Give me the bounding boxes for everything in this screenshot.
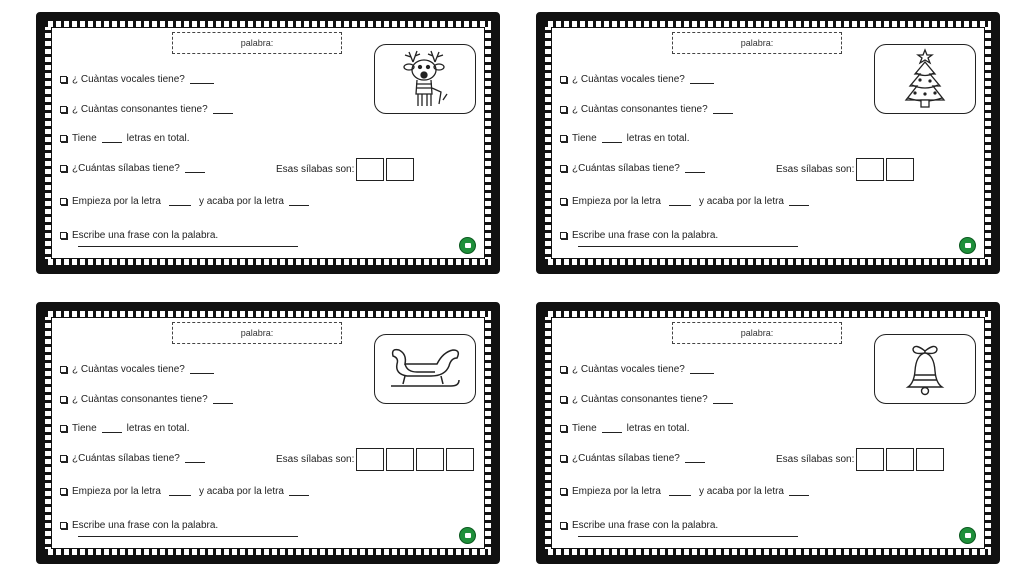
worksheet-card xyxy=(36,12,500,274)
question-vocales: ¿ Cuàntas vocales tiene? xyxy=(60,74,219,85)
checkbox[interactable] xyxy=(560,106,567,113)
checkbox[interactable] xyxy=(60,488,67,495)
checkbox[interactable] xyxy=(60,455,67,462)
answer-blank[interactable] xyxy=(690,76,714,84)
syllable-box[interactable] xyxy=(856,158,884,181)
worksheet-card xyxy=(536,12,1000,274)
checkbox[interactable] xyxy=(60,396,67,403)
question-empieza: Empieza por la letra y acaba por la letra xyxy=(560,196,814,207)
picture-frame xyxy=(374,334,476,404)
logo-icon xyxy=(959,237,976,254)
logo-icon xyxy=(459,237,476,254)
checkbox[interactable] xyxy=(560,396,567,403)
worksheet-card xyxy=(36,302,500,564)
checkbox[interactable] xyxy=(60,76,67,83)
answer-blank[interactable] xyxy=(685,165,705,173)
answer-blank[interactable] xyxy=(213,106,233,114)
answer-blank[interactable] xyxy=(669,488,691,496)
checkbox[interactable] xyxy=(560,198,567,205)
answer-blank[interactable] xyxy=(213,396,233,404)
answer-blank[interactable] xyxy=(713,396,733,404)
logo-icon xyxy=(459,527,476,544)
answer-blank[interactable] xyxy=(190,76,214,84)
answer-blank[interactable] xyxy=(102,135,122,143)
logo-icon xyxy=(959,527,976,544)
syllable-box[interactable] xyxy=(386,448,414,471)
answer-blank[interactable] xyxy=(169,488,191,496)
sentence-line[interactable] xyxy=(578,536,798,537)
checkbox[interactable] xyxy=(560,455,567,462)
question-empieza: Empieza por la letra y acaba por la letra xyxy=(60,196,314,207)
syllable-box[interactable] xyxy=(356,158,384,181)
checkbox[interactable] xyxy=(560,488,567,495)
palabra-field[interactable] xyxy=(672,32,842,54)
card-inner xyxy=(51,317,485,549)
syllable-box[interactable] xyxy=(886,158,914,181)
palabra-label: palabra: xyxy=(740,38,774,48)
palabra-label: palabra: xyxy=(240,38,274,48)
checkbox[interactable] xyxy=(60,135,67,142)
question-silabas: ¿Cuántas sílabas tiene? xyxy=(60,453,210,464)
answer-blank[interactable] xyxy=(289,488,309,496)
question-silabas: ¿Cuántas sílabas tiene? xyxy=(560,163,710,174)
checkbox[interactable] xyxy=(560,232,567,239)
syllable-boxes-row: Esas sílabas son: xyxy=(276,448,474,471)
checkbox[interactable] xyxy=(60,165,67,172)
question-tiene: Tiene letras en total. xyxy=(60,133,189,144)
checkbox[interactable] xyxy=(60,198,67,205)
syllable-box[interactable] xyxy=(416,448,444,471)
sentence-line[interactable] xyxy=(78,246,298,247)
question-vocales: ¿ Cuàntas vocales tiene? xyxy=(560,364,719,375)
palabra-field[interactable] xyxy=(172,32,342,54)
picture-frame xyxy=(874,334,976,404)
syllable-boxes-row: Esas sílabas son: xyxy=(776,158,914,181)
palabra-label: palabra: xyxy=(740,328,774,338)
checkbox[interactable] xyxy=(60,522,67,529)
question-tiene: Tiene letras en total. xyxy=(560,423,689,434)
answer-blank[interactable] xyxy=(169,198,191,206)
question-consonantes: ¿ Cuàntas consonantes tiene? xyxy=(60,104,238,115)
question-frase: Escribe una frase con la palabra. xyxy=(60,230,218,241)
question-frase: Escribe una frase con la palabra. xyxy=(560,230,718,241)
answer-blank[interactable] xyxy=(602,425,622,433)
checkbox[interactable] xyxy=(560,165,567,172)
answer-blank[interactable] xyxy=(713,106,733,114)
card-inner xyxy=(551,27,985,259)
answer-blank[interactable] xyxy=(669,198,691,206)
palabra-label: palabra: xyxy=(240,328,274,338)
sentence-line[interactable] xyxy=(78,536,298,537)
question-frase: Escribe una frase con la palabra. xyxy=(60,520,218,531)
bell-icon xyxy=(903,341,947,397)
worksheet-card xyxy=(536,302,1000,564)
syllable-box[interactable] xyxy=(356,448,384,471)
answer-blank[interactable] xyxy=(690,366,714,374)
checkbox[interactable] xyxy=(560,366,567,373)
question-consonantes: ¿ Cuàntas consonantes tiene? xyxy=(560,104,738,115)
checkbox[interactable] xyxy=(60,366,67,373)
answer-blank[interactable] xyxy=(602,135,622,143)
answer-blank[interactable] xyxy=(185,165,205,173)
answer-blank[interactable] xyxy=(190,366,214,374)
syllable-box[interactable] xyxy=(916,448,944,471)
question-consonantes: ¿ Cuàntas consonantes tiene? xyxy=(560,394,738,405)
syllable-boxes-row: Esas sílabas son: xyxy=(776,448,944,471)
syllable-box[interactable] xyxy=(856,448,884,471)
question-silabas: ¿Cuántas sílabas tiene? xyxy=(60,163,210,174)
question-tiene: Tiene letras en total. xyxy=(60,423,189,434)
answer-blank[interactable] xyxy=(789,488,809,496)
card-inner xyxy=(551,317,985,549)
question-frase: Escribe una frase con la palabra. xyxy=(560,520,718,531)
syllable-box[interactable] xyxy=(886,448,914,471)
sleigh-icon xyxy=(387,344,463,394)
answer-blank[interactable] xyxy=(185,455,205,463)
checkbox[interactable] xyxy=(60,232,67,239)
checkbox[interactable] xyxy=(560,76,567,83)
card-inner xyxy=(51,27,485,259)
question-tiene: Tiene letras en total. xyxy=(560,133,689,144)
syllable-box[interactable] xyxy=(386,158,414,181)
syllable-boxes-row: Esas sílabas son: xyxy=(276,158,414,181)
sentence-line[interactable] xyxy=(578,246,798,247)
answer-blank[interactable] xyxy=(789,198,809,206)
checkbox[interactable] xyxy=(560,135,567,142)
checkbox[interactable] xyxy=(560,522,567,529)
question-empieza: Empieza por la letra y acaba por la letra xyxy=(60,486,314,497)
answer-blank[interactable] xyxy=(289,198,309,206)
palabra-field[interactable] xyxy=(672,322,842,344)
syllable-box[interactable] xyxy=(446,448,474,471)
christmas-tree-icon xyxy=(900,48,950,110)
checkbox[interactable] xyxy=(560,425,567,432)
question-silabas: ¿Cuántas sílabas tiene? xyxy=(560,453,710,464)
question-consonantes: ¿ Cuàntas consonantes tiene? xyxy=(60,394,238,405)
answer-blank[interactable] xyxy=(102,425,122,433)
checkbox[interactable] xyxy=(60,425,67,432)
answer-blank[interactable] xyxy=(685,455,705,463)
question-empieza: Empieza por la letra y acaba por la letra xyxy=(560,486,814,497)
checkbox[interactable] xyxy=(60,106,67,113)
question-vocales: ¿ Cuàntas vocales tiene? xyxy=(560,74,719,85)
palabra-field[interactable] xyxy=(172,322,342,344)
picture-frame xyxy=(874,44,976,114)
reindeer-icon xyxy=(395,48,455,110)
picture-frame xyxy=(374,44,476,114)
question-vocales: ¿ Cuàntas vocales tiene? xyxy=(60,364,219,375)
